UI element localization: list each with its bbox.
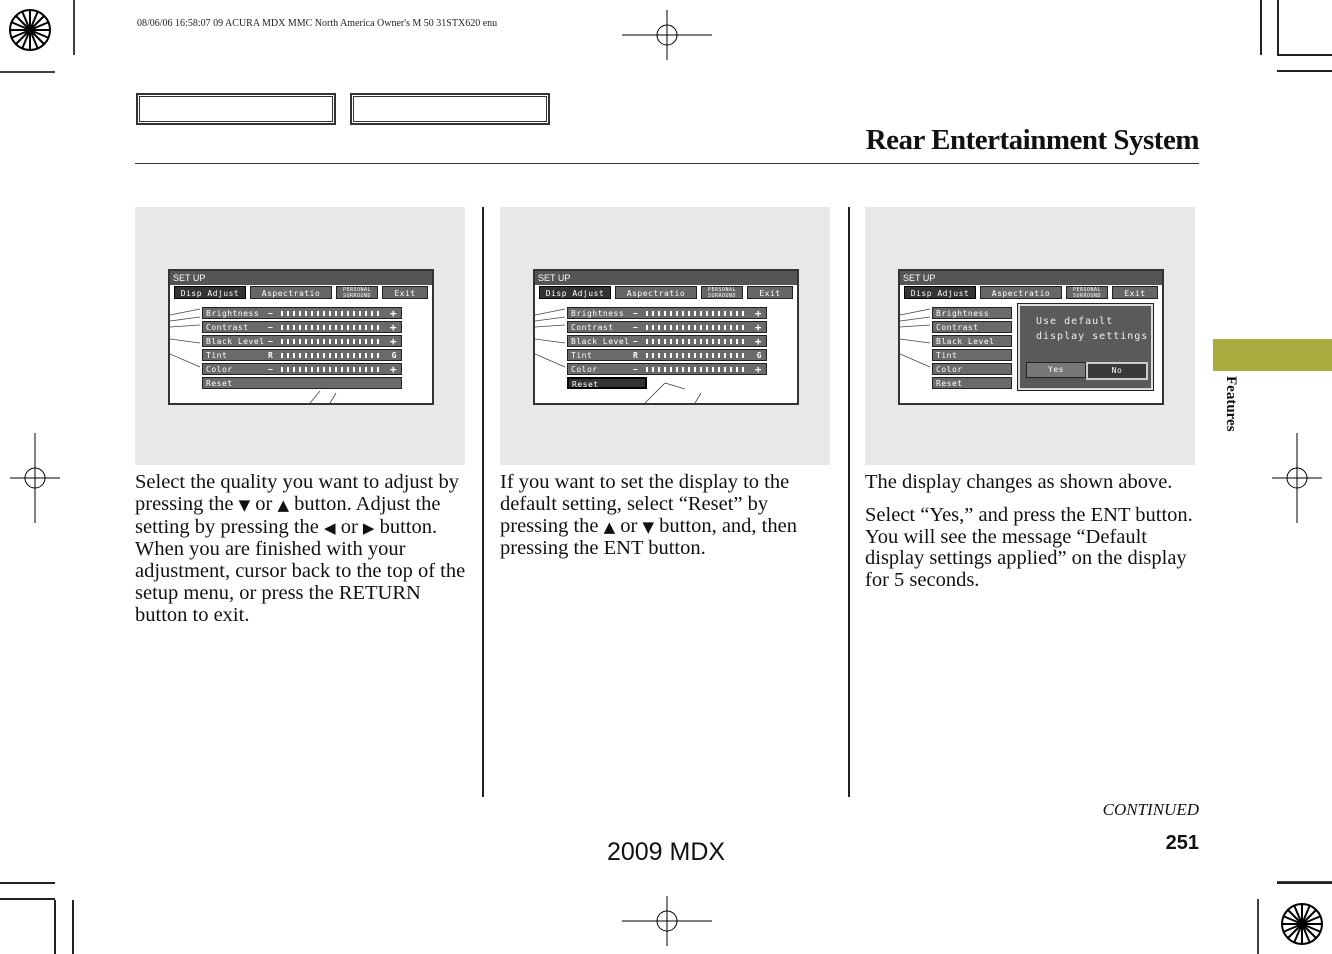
minus-icon: − [633, 337, 639, 346]
row-label: Reset [572, 380, 599, 389]
registration-mark-top-left [0, 0, 80, 80]
crop-mark [1260, 0, 1262, 55]
plus-icon: + [754, 321, 762, 334]
crop-mark [0, 898, 55, 900]
instruction-paragraph: The display changes as shown above. [865, 471, 1173, 493]
text-run: button. When you are finished with your adjustment, cursor back to the top of the setup menu, or press the RETURN button to exit. [135, 515, 466, 626]
instruction-paragraph [500, 472, 835, 560]
row-label: Reset [936, 379, 963, 388]
text-run: or [250, 492, 278, 515]
continued-label: CONTINUED [1102, 800, 1199, 819]
setting-row-contrast[interactable] [932, 321, 1012, 333]
text-run: Select the quality you want to adjust by pressing the [135, 471, 459, 515]
setup-screen [898, 269, 1164, 405]
plus-icon: + [389, 363, 397, 376]
page-number: 251 [1165, 832, 1199, 854]
minus-icon: − [268, 309, 274, 318]
minus-icon: − [268, 323, 274, 332]
figure-adjust-quality [135, 207, 465, 465]
row-label: Black Level [936, 337, 995, 346]
header-tab-box [136, 93, 336, 125]
column-2-text [500, 472, 835, 571]
setting-row-reset-selected[interactable] [567, 377, 647, 389]
crop-mark [0, 882, 55, 884]
up-arrow-icon: ▲ [603, 517, 616, 536]
figure-reset-selected [500, 207, 830, 465]
title-rule [135, 163, 1199, 164]
menu-disp-adjust[interactable]: Disp Adjust [174, 286, 246, 299]
header-tab-box [350, 93, 550, 125]
menu-disp-adjust[interactable]: Disp Adjust [904, 286, 976, 299]
setting-row-black-level[interactable] [932, 335, 1012, 347]
level-scale [646, 339, 748, 344]
level-scale [646, 367, 748, 372]
row-label: Brightness [206, 309, 260, 318]
features-tab-label: Features [1223, 376, 1239, 432]
instruction-paragraph [135, 472, 470, 627]
setting-row-brightness[interactable] [202, 307, 402, 319]
screen-title: SET UP [535, 271, 797, 285]
row-label: Color [936, 365, 963, 374]
down-arrow-icon: ▼ [238, 495, 251, 514]
column-1-text [135, 472, 470, 638]
screen-title: SET UP [170, 271, 432, 285]
footer-model: 2009 MDX [606, 838, 726, 866]
row-label: Reset [206, 379, 233, 388]
setting-row-tint[interactable] [202, 349, 402, 361]
row-label: Tint [206, 351, 228, 360]
left-arrow-icon: ◀ [324, 518, 336, 537]
level-scale [646, 311, 748, 316]
up-arrow-icon: ▲ [277, 495, 290, 514]
menu-aspect-ratio[interactable]: Aspectratio [980, 286, 1062, 299]
row-label: Tint [571, 351, 593, 360]
row-label: Tint [936, 351, 958, 360]
plus-icon: + [754, 335, 762, 348]
menu-personal-line1: PERSONAL [342, 287, 372, 293]
screen-title: SET UP [900, 271, 1162, 285]
tint-g-label: G [756, 351, 762, 360]
column-divider [482, 207, 484, 797]
menu-exit[interactable]: Exit [747, 286, 793, 299]
level-scale [281, 353, 383, 358]
print-header: 08/06/06 16:58:07 09 ACURA MDX MMC North America Owner's M 50 31STX620 enu [137, 18, 498, 29]
column-3-text [865, 472, 1205, 603]
down-arrow-icon: ▼ [642, 517, 655, 536]
setting-row-contrast[interactable] [567, 321, 767, 333]
menu-personal-line1: PERSONAL [707, 287, 737, 293]
text-run: or [335, 515, 363, 538]
setting-row-reset[interactable] [202, 377, 402, 389]
features-tab [1213, 339, 1332, 371]
setting-row-tint[interactable] [567, 349, 767, 361]
figure-default-dialog [865, 207, 1195, 465]
yes-button[interactable]: Yes [1026, 362, 1086, 378]
menu-aspect-ratio[interactable]: Aspectratio [615, 286, 697, 299]
crop-mark [1277, 54, 1332, 56]
level-scale [646, 325, 748, 330]
setting-row-black-level[interactable] [202, 335, 402, 347]
setting-row-brightness[interactable] [567, 307, 767, 319]
setting-row-tint[interactable] [932, 349, 1012, 361]
row-label: Black Level [571, 337, 630, 346]
level-scale [281, 339, 383, 344]
minus-icon: − [633, 309, 639, 318]
row-label: Brightness [936, 309, 990, 318]
column-divider [848, 207, 850, 797]
menu-personal-surround[interactable] [336, 286, 378, 299]
level-scale [281, 311, 383, 316]
setting-row-black-level[interactable] [567, 335, 767, 347]
crosshair-bottom [622, 896, 712, 946]
crosshair-left [10, 433, 60, 523]
tint-r-label: R [633, 351, 639, 360]
menu-personal-surround[interactable] [701, 286, 743, 299]
right-arrow-icon: ▶ [362, 518, 375, 537]
dialog-message-line1: Use default [1036, 316, 1114, 327]
plus-icon: + [754, 363, 762, 376]
menu-personal-line2: SURROUND [707, 293, 737, 299]
text-run: button, and, then pressing the ENT button. [500, 514, 797, 560]
no-button[interactable]: No [1086, 362, 1148, 380]
setting-row-color[interactable] [202, 363, 402, 375]
plus-icon: + [389, 307, 397, 320]
plus-icon: + [754, 307, 762, 320]
level-scale [646, 353, 748, 358]
crop-mark [1277, 0, 1279, 55]
plus-icon: + [389, 335, 397, 348]
menu-aspect-ratio[interactable]: Aspectratio [250, 286, 332, 299]
tint-g-label: G [391, 351, 397, 360]
crop-mark [1277, 70, 1332, 72]
setting-row-reset[interactable] [932, 377, 1012, 389]
text-run: button. Adjust the setting by pressing the [135, 492, 441, 538]
minus-icon: − [268, 337, 274, 346]
plus-icon: + [389, 321, 397, 334]
menu-exit[interactable]: Exit [382, 286, 428, 299]
minus-icon: − [633, 323, 639, 332]
tint-r-label: R [268, 351, 274, 360]
setup-screen [168, 269, 434, 405]
row-label: Color [206, 365, 233, 374]
text-run: If you want to set the display to the default setting, select “Reset” by pressing the [500, 471, 790, 537]
section-title: Rear Entertainment System [865, 124, 1199, 156]
instruction-paragraph: Select “Yes,” and press the ENT button. You will see the message “Default display settings applied” on the display for 5 seconds. [865, 503, 1193, 592]
row-label: Color [571, 365, 598, 374]
row-label: Brightness [571, 309, 625, 318]
setup-screen [533, 269, 799, 405]
crosshair-top [622, 10, 712, 60]
menu-exit[interactable]: Exit [1112, 286, 1158, 299]
menu-disp-adjust[interactable]: Disp Adjust [539, 286, 611, 299]
crop-mark [72, 900, 74, 954]
registration-mark-bottom-right [1252, 874, 1332, 954]
menu-personal-line1: PERSONAL [1072, 287, 1102, 293]
setting-row-contrast[interactable] [202, 321, 402, 333]
row-label: Black Level [206, 337, 265, 346]
setting-row-brightness[interactable] [932, 307, 1012, 319]
menu-personal-line2: SURROUND [342, 293, 372, 299]
row-label: Contrast [206, 323, 249, 332]
level-scale [281, 367, 383, 372]
level-scale [281, 325, 383, 330]
setting-row-color[interactable] [567, 363, 767, 375]
crop-mark [1277, 882, 1332, 884]
row-label: Contrast [571, 323, 614, 332]
dialog-message-line2: display settings [1036, 331, 1149, 342]
crosshair-right [1272, 433, 1322, 523]
menu-personal-line2: SURROUND [1072, 293, 1102, 299]
crop-mark [54, 900, 56, 954]
menu-personal-surround[interactable] [1066, 286, 1108, 299]
minus-icon: − [268, 365, 274, 374]
default-settings-dialog [1018, 304, 1153, 390]
row-label: Contrast [936, 323, 979, 332]
setting-row-color[interactable] [932, 363, 1012, 375]
text-run: or [615, 514, 643, 537]
minus-icon: − [633, 365, 639, 374]
